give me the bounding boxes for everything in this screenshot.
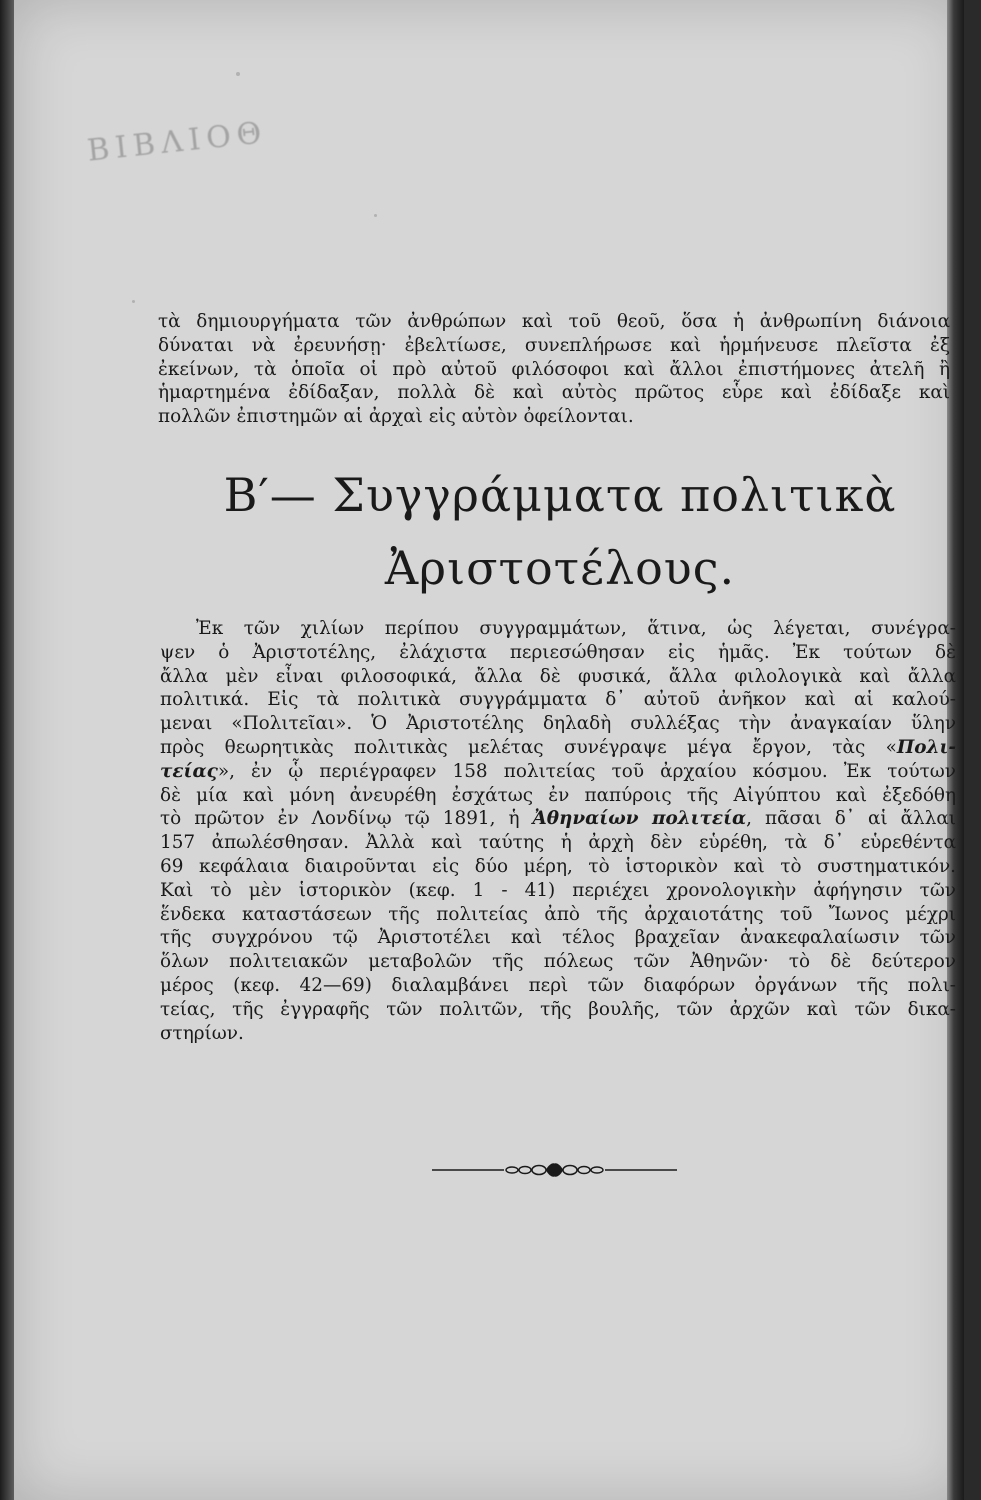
text-line: 69 κεφάλαια διαιροῦνται εἰς δύο μέρη, τὸ ἱστορικὸν καὶ τὸ συστηματικόν. (160, 855, 956, 877)
library-stamp: ΒΙΒΛΙΟΘ (85, 115, 269, 169)
text-line (160, 807, 956, 831)
text-line: Ἐκ τῶν χιλίων περίπου συγγραμμάτων, ἅτινα, ὡς λέγεται, συνέγρα- (196, 618, 956, 639)
paragraph-intro (158, 310, 950, 429)
text-line: ψεν ὁ Ἀριστοτέλης, ἐλάχιστα περιεσώθησαν εἰς ἡμᾶς. Ἐκ τούτων δὲ (160, 641, 956, 663)
text-line: μέρος (κεφ. 42—69) διαλαμβάνει περὶ τῶν διαφόρων ὀργάνων τῆς πολι- (160, 974, 956, 996)
paper-spot (132, 300, 135, 303)
text-line (160, 736, 956, 760)
text-line: ἕνδεκα καταστάσεων τῆς πολιτείας ἀπὸ τῆς ἀρχαιοτάτης τοῦ Ἴωνος μέχρι (160, 903, 956, 925)
paper-spot (236, 72, 240, 76)
text-line: στηρίων. (160, 1022, 244, 1044)
section-heading-line1: Β′— Συγγράμματα πολιτικὰ (223, 468, 897, 522)
emphasis-title: Πολι- (896, 736, 956, 758)
text-line: Καὶ τὸ μὲν ἱστορικὸν (κεφ. 1 - 41) περιέχει χρονολογικὴν ἀφήγησιν τῶν (160, 879, 956, 901)
text-line: μεναι «Πολιτεῖαι». Ὁ Ἀριστοτέλης δηλαδὴ συλλέξας τὴν ἀναγκαίαν ὕλην (160, 713, 956, 735)
emphasis-title: τείας (160, 760, 218, 782)
text-line: δύναται νὰ ἐρευνήσῃ· ἐβελτίωσε, συνεπλήρωσε καὶ ἡρμήνευσε πλεῖστα ἐξ (158, 334, 950, 356)
text-run: », ἐν ᾧ περιέγραφεν 158 πολιτείας τοῦ ἀρχαίου κόσμου. Ἐκ τούτων (217, 760, 956, 782)
paragraph-body (160, 617, 956, 1045)
text-run: , πᾶσαι δ᾽ αἱ ἄλλαι (746, 808, 956, 830)
text-line: δὲ μία καὶ μόνη ἀνευρέθη ἐσχάτως ἐν παπύροις τῆς Αἰγύπτου καὶ ἐξεδόθη (160, 784, 956, 806)
text-run: πρὸς θεωρητικὰς πολιτικὰς μελέτας συνέγραψε μέγα ἔργον, τὰς « (160, 736, 897, 758)
text-line (160, 760, 956, 784)
text-line: τείας, τῆς ἐγγραφῆς τῶν πολιτῶν, τῆς βουλῆς, τῶν ἀρχῶν καὶ τῶν δικα- (160, 998, 956, 1020)
text-line: ἐκείνων, τὰ ὁποῖα οἱ πρὸ αὐτοῦ φιλόσοφοι καὶ ἄλλοι ἐπιστήμονες ἀτελῆ ἢ (158, 358, 950, 380)
text-line: τὰ δημιουργήματα τῶν ἀνθρώπων καὶ τοῦ θεοῦ, ὅσα ἡ ἀνθρωπίνη διάνοια (158, 311, 950, 332)
text-line: 157 ἀπωλέσθησαν. Ἀλλὰ καὶ ταύτης ἡ ἀρχὴ δὲν εὑρέθη, τὰ δ᾽ εὑρεθέντα (160, 832, 956, 854)
emphasis-title: Ἀθηναίων πολιτεία (532, 808, 747, 830)
text-run: τὸ πρῶτον ἐν Λονδίνῳ τῷ 1891, ἡ (160, 808, 533, 830)
text-line: ὅλων πολιτειακῶν μεταβολῶν τῆς πόλεως τῶν Ἀθηνῶν· τὸ δὲ δεύτερον (160, 951, 956, 973)
text-line: ἄλλα μὲν εἶναι φιλοσοφικά, ἄλλα δὲ φυσικά, ἄλλα φιλολογικὰ καὶ ἄλλα (160, 665, 956, 687)
section-heading-line2: Ἀριστοτέλους. (384, 541, 736, 595)
ornament-divider-icon (432, 1158, 677, 1182)
text-line: πολλῶν ἐπιστημῶν αἱ ἀρχαὶ εἰς αὐτὸν ὀφείλονται. (158, 406, 634, 428)
text-line: τῆς συγχρόνου τῷ Ἀριστοτέλει καὶ τέλος βραχεῖαν ἀνακεφαλαίωσιν τῶν (160, 927, 956, 949)
paper-spot (374, 214, 377, 217)
text-line: πολιτικά. Εἰς τὰ πολιτικὰ συγγράμματα δ᾽ αὐτοῦ ἀνῆκον καὶ αἱ καλού- (160, 689, 956, 711)
text-line: ἡμαρτημένα ἐδίδαξαν, πολλὰ δὲ καὶ αὐτὸς πρῶτος εὗρε καὶ ἐδίδαξε καὶ (158, 382, 950, 404)
